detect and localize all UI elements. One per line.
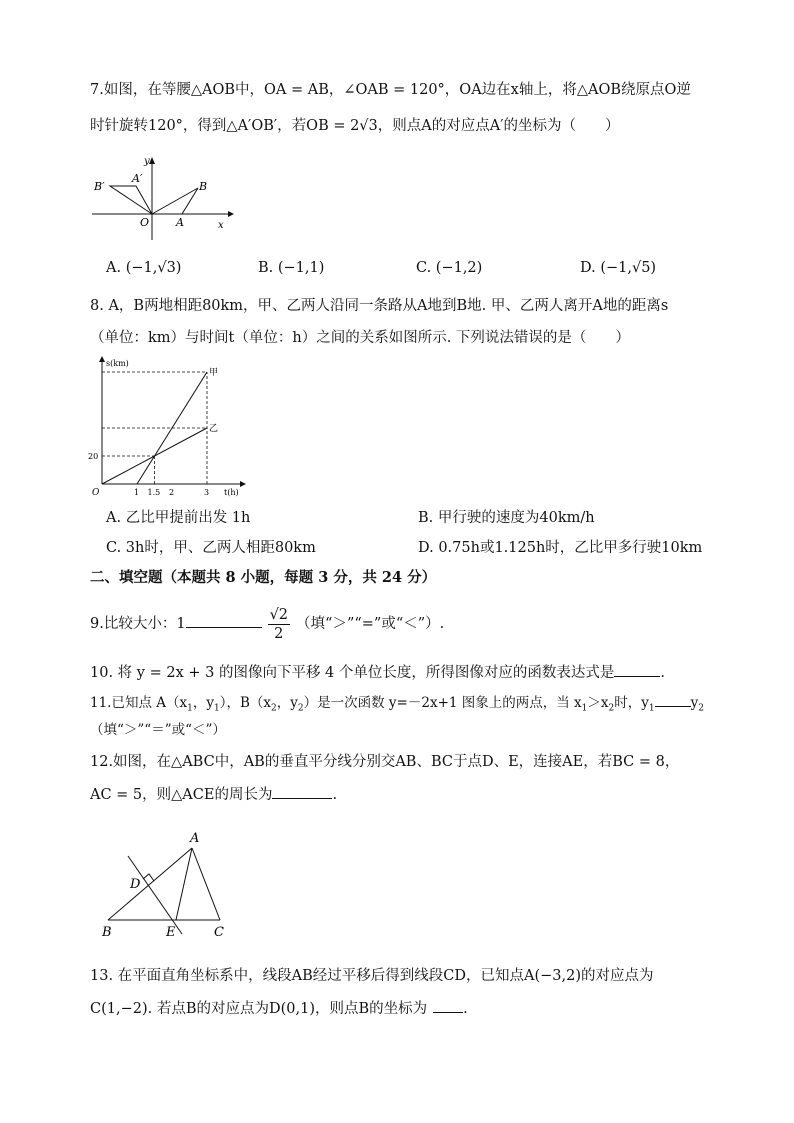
q11-sub-1c: 1 <box>581 703 588 714</box>
q7-option-d[interactable]: D. (−1,√5) <box>580 260 657 276</box>
q13-text: C(1,−2). 若点B的对应点为D(0,1)，则点B的坐标为 <box>90 1001 428 1017</box>
q7-x-arrow <box>228 211 234 217</box>
q12-line2 <box>90 784 337 805</box>
q7-label-O: O <box>140 216 150 229</box>
q9-blank[interactable] <box>186 613 262 628</box>
q8-origin-label: O <box>92 488 100 498</box>
q11-y2: y <box>690 695 699 711</box>
q11-text-g: 时，y <box>614 695 649 711</box>
q8-ytick-0: 20 <box>88 452 99 461</box>
q8-ylabel: s(km) <box>106 359 129 368</box>
q13-line2 <box>90 998 468 1019</box>
section2-heading: 二、填空题（本题共 8 小题，每题 3 分，共 24 分） <box>90 569 437 586</box>
q9-suffix: （填“＞”“=”或“＜”）. <box>296 616 445 632</box>
q11-text-a: 11.已知点 A（x <box>90 695 188 711</box>
q11-text-b: ，y <box>192 695 214 711</box>
q7-triangle-AprimeOBprime <box>110 186 152 214</box>
q12-label-E: E <box>166 925 176 940</box>
q7-label-Aprime: A′ <box>132 172 143 185</box>
q7-option-a[interactable]: A. (−1,√3) <box>106 260 182 276</box>
q8-y-arrow <box>99 356 105 362</box>
q7-option-b[interactable]: B. (−1,1) <box>258 260 325 276</box>
q12-blank[interactable] <box>272 784 332 799</box>
q7-label-A: A <box>176 216 184 229</box>
q13-blank[interactable] <box>433 998 463 1013</box>
q8-xlabel: t(h) <box>224 488 239 497</box>
q8-xtick-2: 2 <box>169 488 175 497</box>
q10-blank[interactable] <box>614 662 660 677</box>
q13-end: . <box>463 1001 468 1017</box>
q7-figure <box>88 152 248 242</box>
q7-line1: 7.如图，在等腰△AOB中，OA = AB，∠OAB = 120°，OA边在x轴上，将△AOB绕原点O逆 <box>90 82 691 98</box>
q8-xtick-0: 1 <box>134 488 140 497</box>
q8-xtick-1: 1.5 <box>147 488 161 497</box>
q8-option-a[interactable]: A. 乙比甲提前出发 1h <box>106 510 251 526</box>
q12-side-AB <box>108 848 192 920</box>
q12-label-A: A <box>190 831 200 846</box>
q12-label-D: D <box>130 877 141 892</box>
q8-option-d[interactable]: D. 0.75h或1.125h时，乙比甲多行驶10km <box>418 540 703 556</box>
q11-line1 <box>90 692 704 719</box>
q11-sub-2b: 2 <box>297 703 304 714</box>
q8-line1: 8. A，B两地相距80km，甲、乙两人沿同一条路从A地到B地. 甲、乙两人离开A地的距离s <box>90 298 669 314</box>
q12-line1: 12.如图，在△ABC中，AB的垂直平分线分别交AB、BC于点D、E，连接AE，若BC = 8， <box>90 754 680 770</box>
q11-sub-1d: 1 <box>648 703 655 714</box>
q9-frac-den: 2 <box>274 625 284 642</box>
q7-line2: 时针旋转120°，得到△A′OB′，若OB = 2√3，则点A的对应点A′的坐标为（ ） <box>90 118 620 134</box>
q10-end: . <box>660 665 665 681</box>
q8-chart <box>88 354 248 500</box>
q12-label-B: B <box>102 925 112 940</box>
q11-sub-1: 1 <box>187 703 193 714</box>
q7-label-x: x <box>218 220 224 231</box>
q12-segment-AE <box>176 848 192 920</box>
q8-series-label-1: 乙 <box>209 424 219 434</box>
q11-blank[interactable] <box>655 692 691 707</box>
q7-triangle-AOB <box>152 188 198 214</box>
q7-option-c[interactable]: C. (−1,2) <box>416 260 483 276</box>
q11-text-e: ）是一次函数 y=－2x+1 图象上的两点，当 x <box>303 695 582 711</box>
q8-line2: （单位：km）与时间t（单位：h）之间的关系如图所示. 下列说法错误的是（ ） <box>90 330 630 346</box>
q11-sub-2c: 2 <box>608 703 615 714</box>
q7-label-y: y <box>144 156 150 167</box>
q9-fraction <box>268 606 290 643</box>
q7-label-Bprime: B′ <box>94 180 105 193</box>
q12-perpendicular-bisector <box>128 856 182 934</box>
q9-prefix: 9.比较大小：1 <box>90 616 186 632</box>
q12-figure <box>96 826 246 944</box>
q11-text-d: ，y <box>276 695 298 711</box>
q8-option-b[interactable]: B. 甲行驶的速度为40km/h <box>418 510 595 526</box>
q7-label-B: B <box>199 180 208 193</box>
q8-series-label-0: 甲 <box>209 368 219 378</box>
q7-y-arrow <box>149 157 155 164</box>
q9-frac-num: √2 <box>269 606 289 623</box>
q11-sub-1b: 1 <box>214 703 220 714</box>
q11-text-f: ＞x <box>587 695 609 711</box>
q12-side-AC <box>192 848 220 920</box>
q12-text: AC = 5，则△ACE的周长为 <box>90 787 273 803</box>
q8-option-c[interactable]: C. 3h时，甲、乙两人相距80km <box>106 540 316 556</box>
q13-line1: 13. 在平面直角坐标系中，线段AB经过平移后得到线段CD，已知点A(−3,2)的对应点为 <box>90 968 654 984</box>
q11-sub-2d: 2 <box>698 703 705 714</box>
q10-line <box>90 662 665 683</box>
q11-sub-2: 2 <box>271 703 277 714</box>
q8-xtick-3: 3 <box>204 488 210 497</box>
q8-x-arrow <box>240 481 246 487</box>
q11-text-c: ），B（x <box>219 695 272 711</box>
q11-line2: （填“＞”“＝”或“＜”） <box>90 722 226 738</box>
q12-label-C: C <box>214 925 224 940</box>
q12-end: . <box>332 787 338 803</box>
q10-text: 10. 将 y = 2x + 3 的图像向下平移 4 个单位长度，所得图像对应的函数表达式是 <box>90 665 615 681</box>
q9-line <box>90 604 444 648</box>
